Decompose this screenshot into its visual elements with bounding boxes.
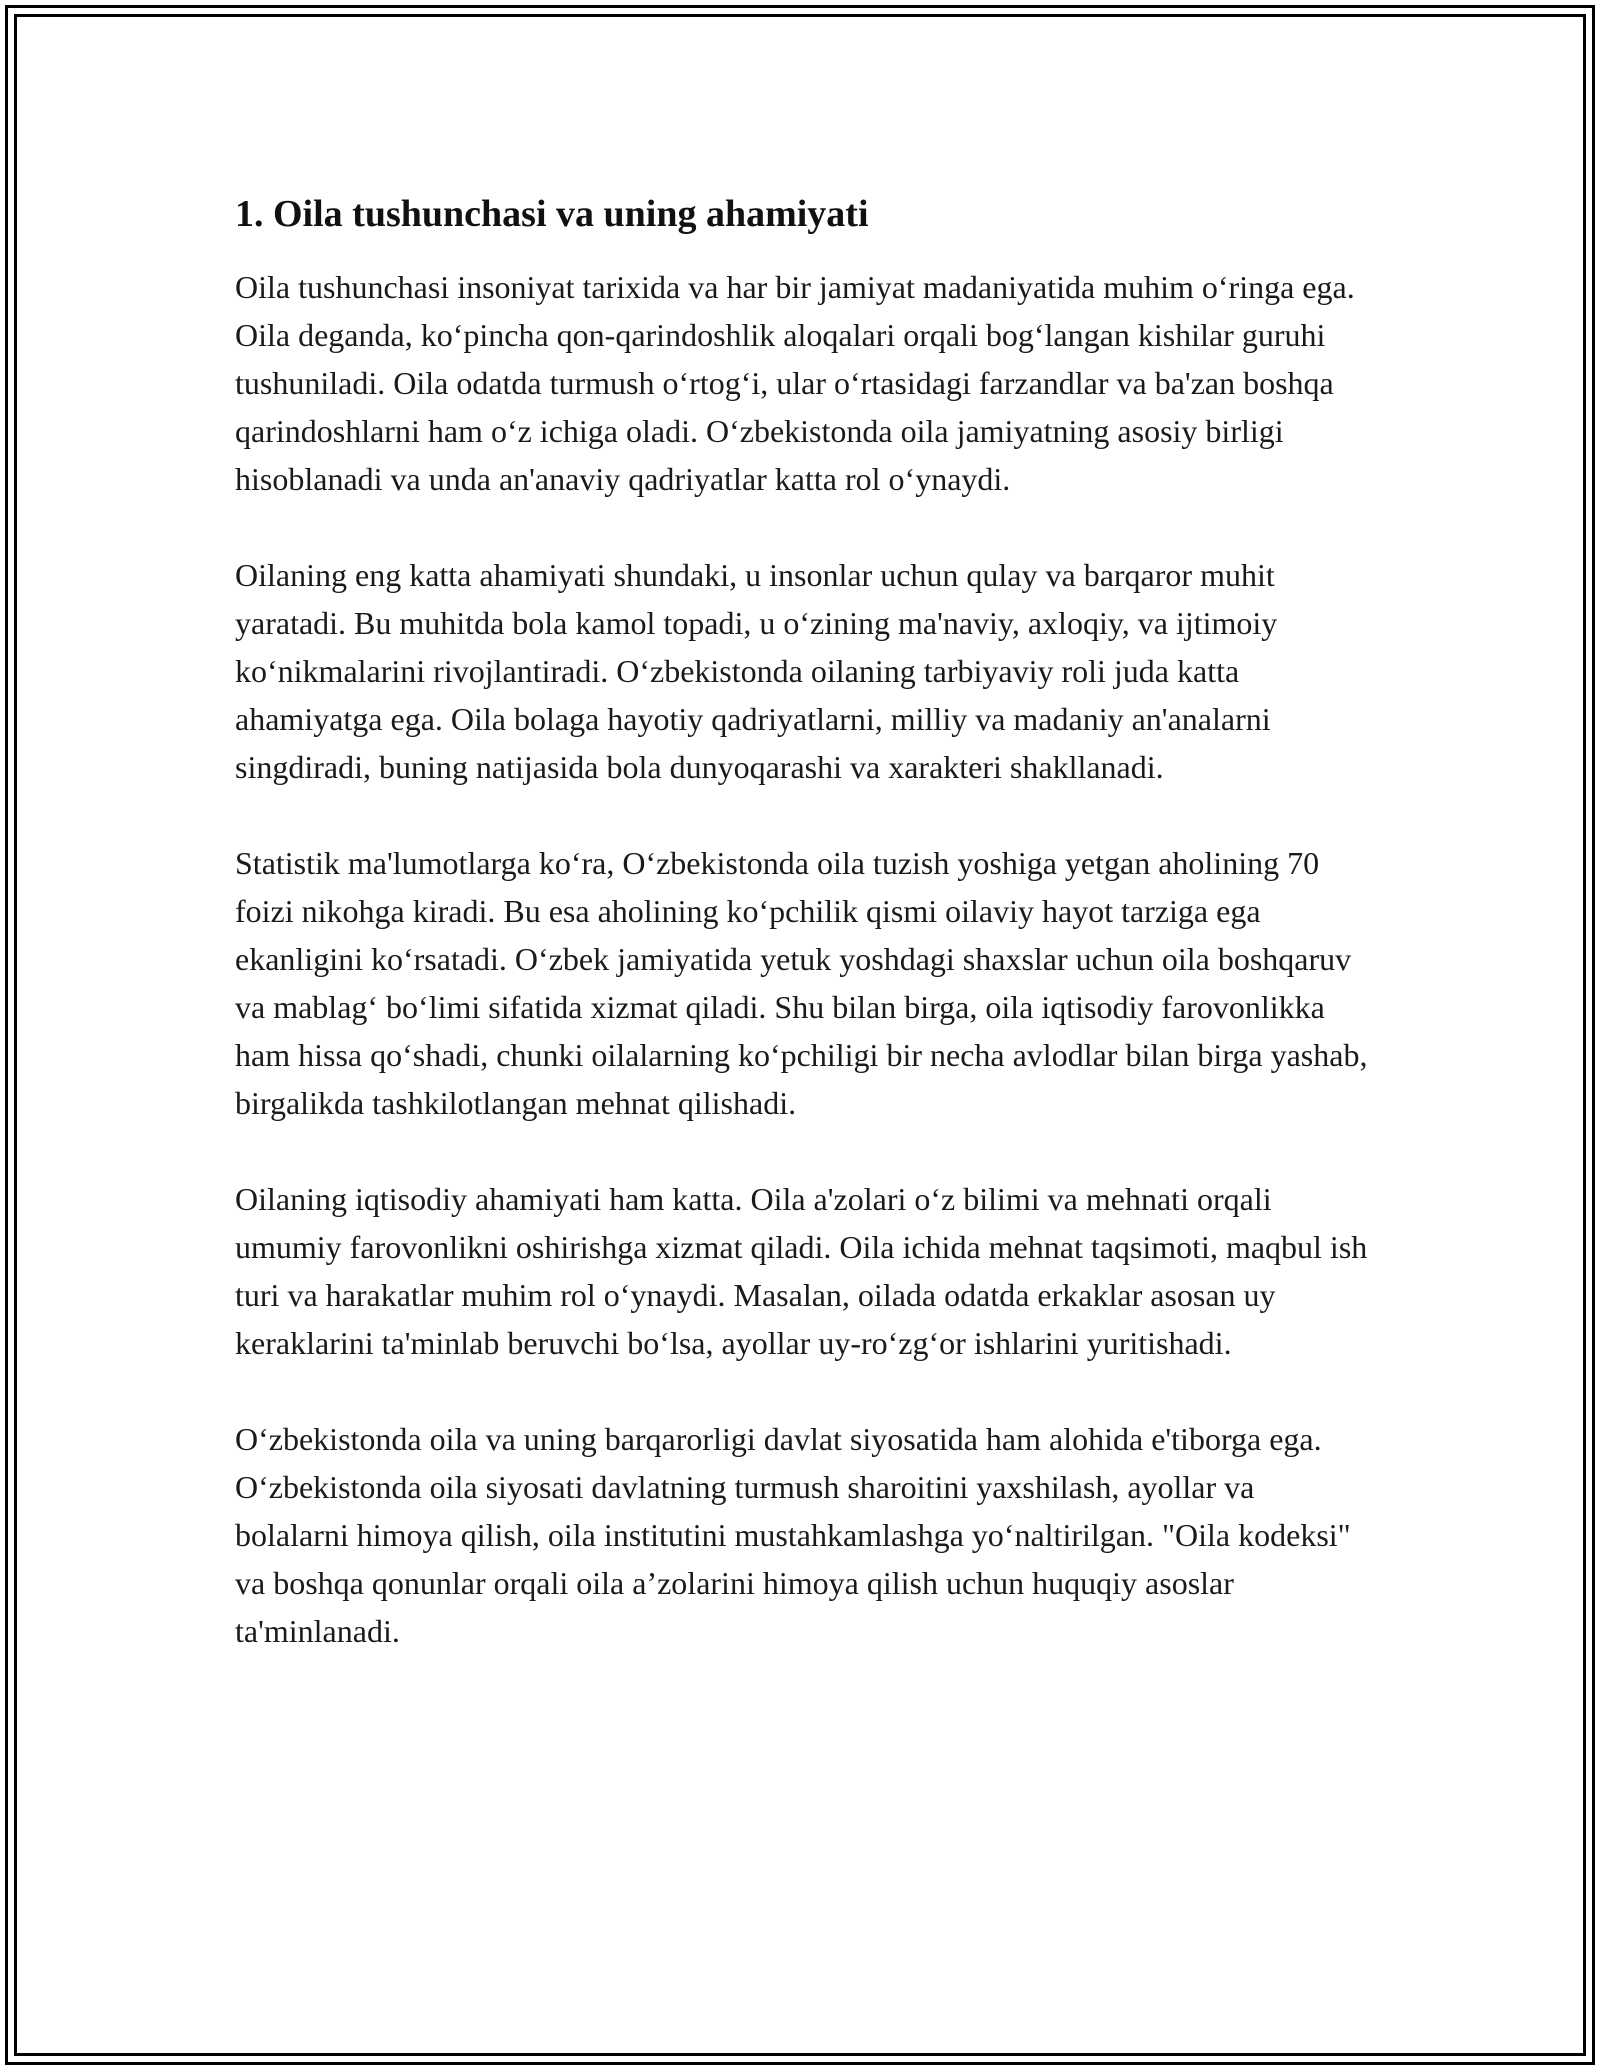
paragraph-4: Oilaning iqtisodiy ahamiyati ham katta. Oila a'zolari o‘z bilimi va mehnati orqali umumiy farovonlikni oshirishga xizmat qiladi. Oila ichida mehnat taqsimoti, maqbul ish turi va harakatlar muhim rol o‘ynaydi. Masalan, oilada odatda erkaklar asosan uy keraklarini ta'minlab beruvchi bo‘lsa, ayollar uy-ro‘zg‘or ishlarini yuritishadi. xyxy=(235,1181,1368,1361)
section-heading: 1. Oila tushunchasi va uning ahamiyati xyxy=(235,193,869,235)
document-body xyxy=(235,186,1370,1655)
paragraph-2: Oilaning eng katta ahamiyati shundaki, u insonlar uchun qulay va barqaror muhit yaratadi. Bu muhitda bola kamol topadi, u o‘zining ma'naviy, axloqiy, va ijtimoiy ko‘nikmalarini rivojlantiradi. O‘zbekistonda oilaning tarbiyaviy roli juda katta ahamiyatga ega. Oila bolaga hayotiy qadriyatlarni, milliy va madaniy an'analarni singdiradi, buning natijasida bola dunyoqarashi va xarakteri shakllanadi. xyxy=(235,557,1278,785)
paragraph-1: Oila tushunchasi insoniyat tarixida va har bir jamiyat madaniyatida muhim o‘ringa ega. Oila deganda, ko‘pincha qon-qarindoshlik aloqalari orqali bog‘langan kishilar guruhi tushuniladi. Oila odatda turmush o‘rtog‘i, ular o‘rtasidagi farzandlar va ba'zan boshqa qarindoshlarni ham o‘z ichiga oladi. O‘zbekistonda oila jamiyatning asosiy birligi hisoblanadi va unda an'anaviy qadriyatlar katta rol o‘ynaydi. xyxy=(235,269,1355,497)
paragraph-5: O‘zbekistonda oila va uning barqarorligi davlat siyosatida ham alohida e'tiborga ega. O‘zbekistonda oila siyosati davlatning turmush sharoitini yaxshilash, ayollar va bolalarni himoya qilish, oila institutini mustahkamlashga yo‘naltirilgan. "Oila kodeksi" va boshqa qonunlar orqali oila a’zolarini himoya qilish uchun huquqiy asoslar ta'minlanadi. xyxy=(235,1421,1351,1649)
paragraph-3: Statistik ma'lumotlarga ko‘ra, O‘zbekistonda oila tuzish yoshiga yetgan aholining 70 foizi nikohga kiradi. Bu esa aholining ko‘pchilik qismi oilaviy hayot tarziga ega ekanligini ko‘rsatadi. O‘zbek jamiyatida yetuk yoshdagi shaxslar uchun oila boshqaruv va mablag‘ bo‘limi sifatida xizmat qiladi. Shu bilan birga, oila iqtisodiy farovonlikka ham hissa qo‘shadi, chunki oilalarning ko‘pchiligi bir necha avlodlar bilan birga yashab, birgalikda tashkilotlangan mehnat qilishadi. xyxy=(235,845,1368,1121)
